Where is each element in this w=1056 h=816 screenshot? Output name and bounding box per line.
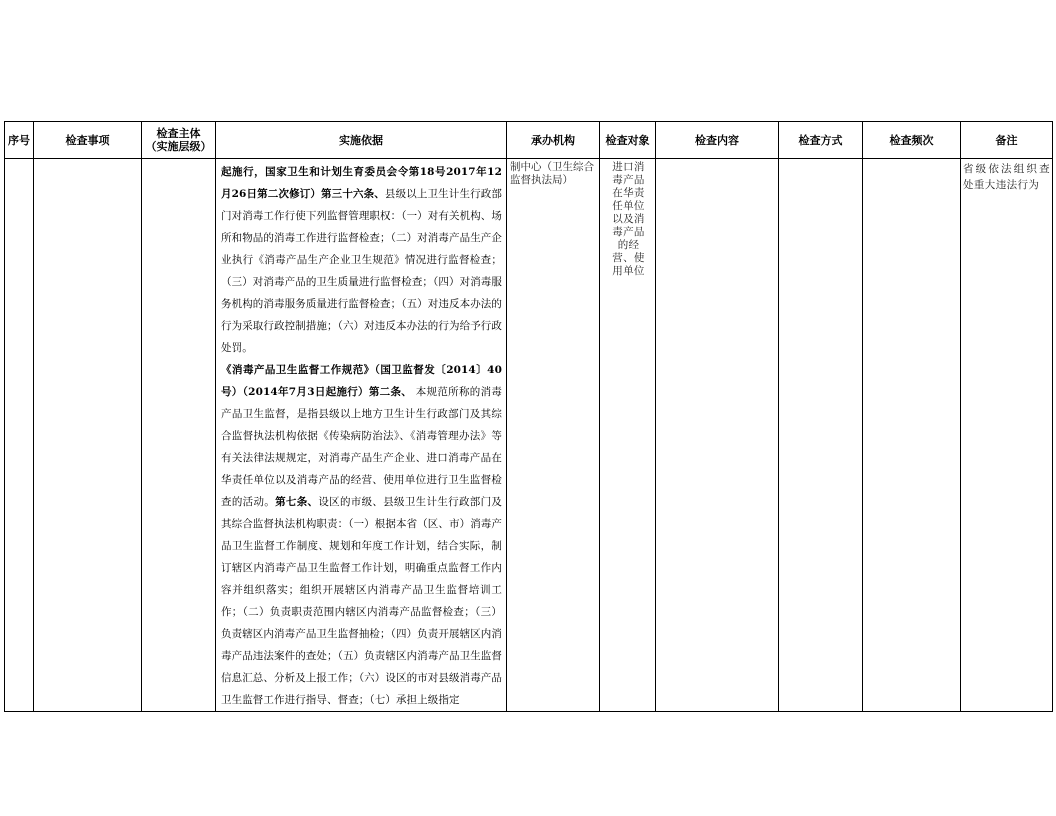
cell-method — [779, 159, 863, 712]
cell-basis — [216, 159, 507, 712]
header-content: 检查内容 — [656, 122, 779, 159]
header-method: 检查方式 — [779, 122, 863, 159]
cell-remark — [961, 159, 1053, 712]
cell-target — [600, 159, 656, 712]
basis-text — [216, 159, 506, 711]
basis-p1-bold: 起施行，国家卫生和计划生育委员会令第18号2017年12月26日第二次修订）第三十六条、 — [221, 166, 502, 200]
basis-p1-text: 县级以上卫生计生行政部门对消毒工作行使下列监督管理职权：（一）对有关机构、场所和物品的消毒工作进行监督检查；（二）对消毒产品生产企业执行《消毒产品生产企业卫生规范》情况进行监督检查；（三）对消毒产品的卫生质量进行监督检查；（四）对消毒服务机构的消毒服务质量进行监督检查；（五）对违反本办法的行为采取行政控制措施；（六）对违反本办法的行为给予行政处罚。 — [221, 188, 502, 354]
cell-subject — [142, 159, 216, 712]
header-org: 承办机构 — [507, 122, 600, 159]
cell-content — [656, 159, 779, 712]
target-text: 进口消毒产品在华责任单位以及消毒产品的经营、使用单位 — [612, 161, 645, 277]
basis-p2-text: 本规范所称的消毒产品卫生监督，是指县级以上地方卫生计生行政部门及其综合监督执法机构依据《传染病防治法》、《消毒管理办法》等有关法律法规规定，对消毒产品生产企业、进口消毒产品在华责任单位以及消毒产品的经营、使用单位进行卫生监督检查的活动。 — [221, 386, 502, 508]
header-target: 检查对象 — [600, 122, 656, 159]
header-item: 检查事项 — [34, 122, 142, 159]
header-frequency: 检查频次 — [863, 122, 961, 159]
header-subject: 检查主体 （实施层级） — [142, 122, 216, 159]
basis-p3-bold: 第七条、 — [275, 496, 319, 508]
cell-org — [507, 159, 600, 712]
basis-p2-bold: 《消毒产品卫生监督工作规范》（国卫监督发〔2014〕40号）（2014年7月3日起施行）第二条、 — [221, 364, 502, 398]
header-remark: 备注 — [961, 122, 1053, 159]
inspection-table — [4, 121, 1053, 712]
cell-frequency — [863, 159, 961, 712]
header-index: 序号 — [5, 122, 34, 159]
table-header-row — [5, 122, 1053, 159]
org-text: 制中心（卫生综合监督执法局） — [510, 161, 594, 186]
cell-item — [34, 159, 142, 712]
table-row — [5, 159, 1053, 712]
header-basis: 实施依据 — [216, 122, 507, 159]
remark-text: 省级依法组织查处重大违法行为 — [963, 163, 1050, 191]
basis-p3-text: 设区的市级、县级卫生计生行政部门及其综合监督执法机构职责：（一）根据本省（区、市）消毒产品卫生监督工作制度、规划和年度工作计划，结合实际，制订辖区内消毒产品卫生监督工作计划，明确重点监督工作内容并组织落实；组织开展辖区内消毒产品卫生监督培训工作；（二）负责职责范围内辖区内消毒产品监督检查；（三）负责辖区内消毒产品卫生监督抽检；（四）负责开展辖区内消毒产品违法案件的查处；（五）负责辖区内消毒产品卫生监督信息汇总、分析及上报工作；（六）设区的市对县级消毒产品卫生监督工作进行指导、督查；（七）承担上级指定 — [221, 496, 502, 706]
cell-index — [5, 159, 34, 712]
